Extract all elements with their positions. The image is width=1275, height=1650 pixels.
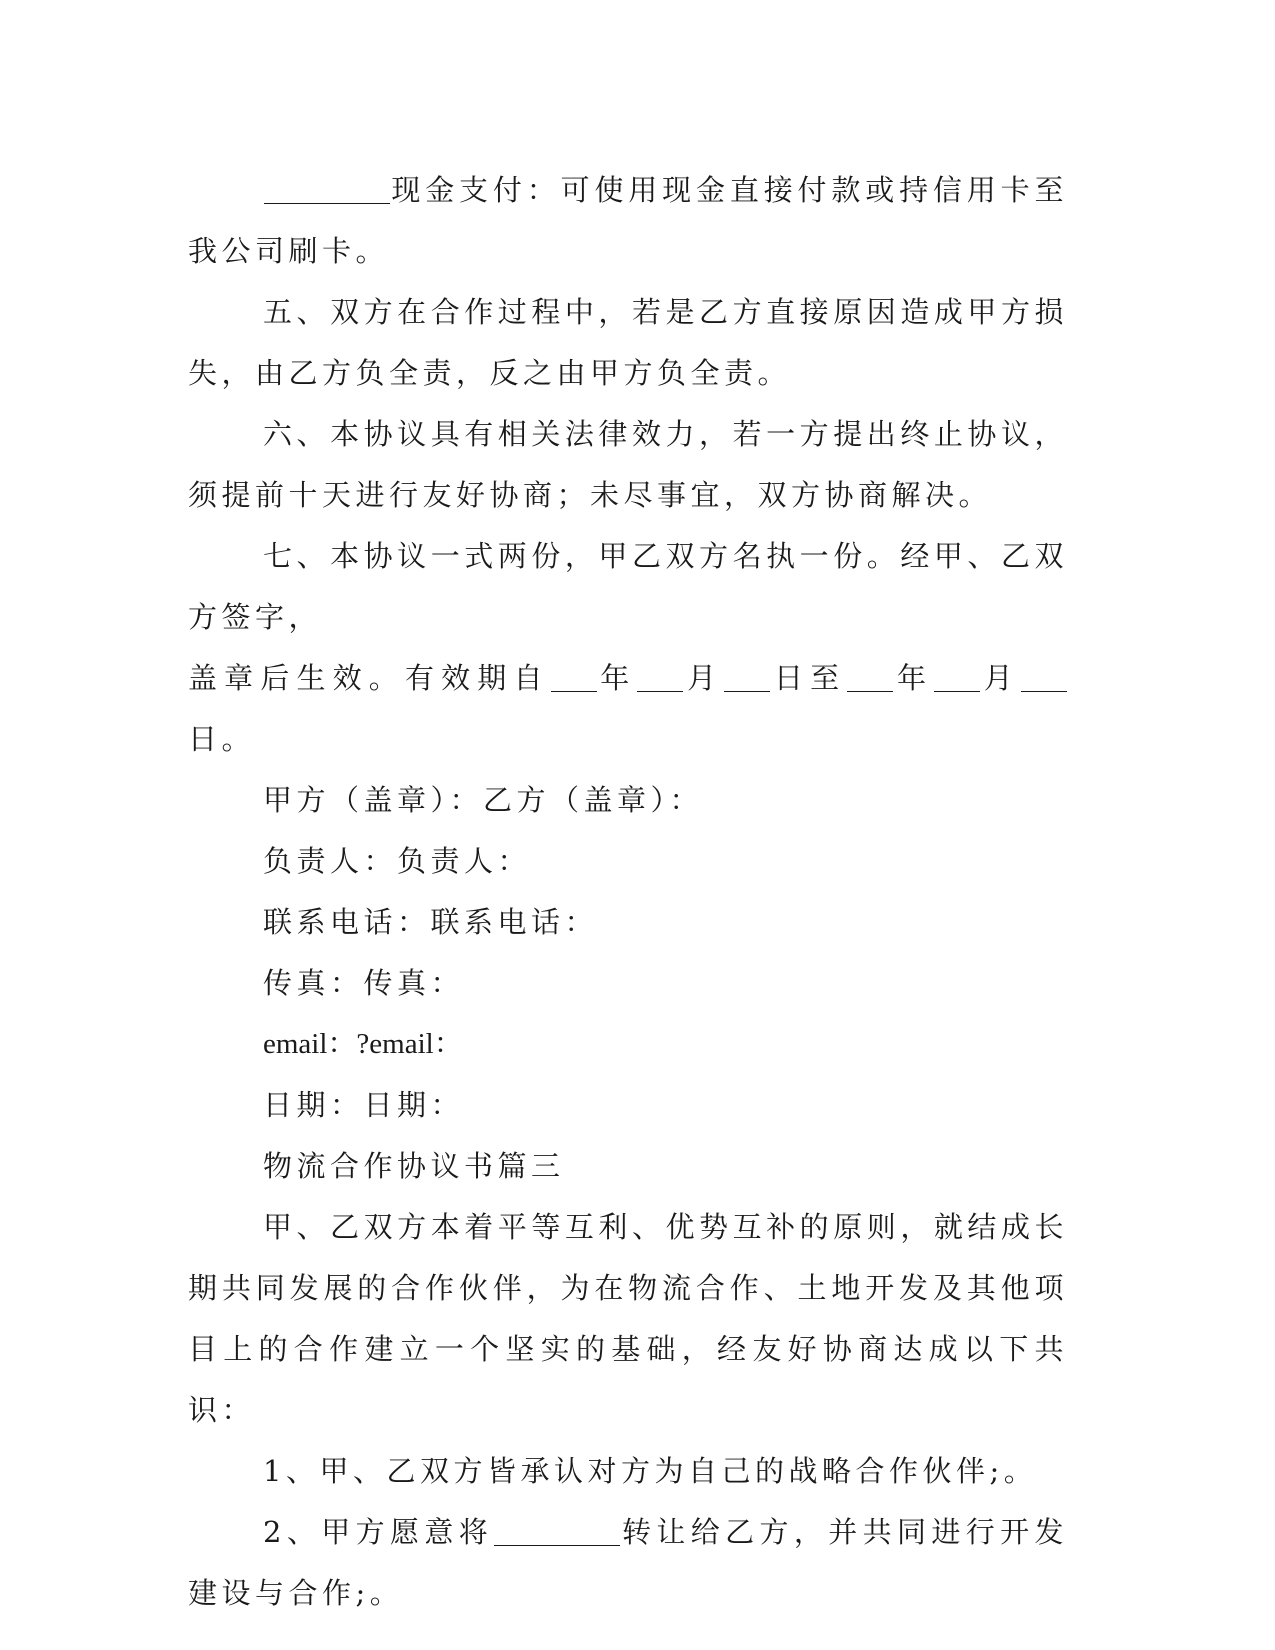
clause-six-paragraph: 六、本协议具有相关法律效力，若一方提出终止协议，须提前十天进行友好协商；未尽事宜，双方协商解决。: [188, 417, 1068, 512]
agreement-intro-paragraph: 甲、乙双方本着平等互利、优势互补的原则，就结成长期共同发展的合作伙伴，为在物流合作、土地开发及其他项目上的合作建立一个坚实的基础，经友好协商达成以下共识：: [188, 1210, 1068, 1427]
day-blank: [724, 661, 770, 692]
document-body: [188, 160, 1068, 1624]
month-end-blank: [934, 661, 980, 692]
clause-five-paragraph: 五、双方在合作过程中，若是乙方直接原因造成甲方损失，由乙方负全责，反之由甲方负全责。: [188, 295, 1068, 390]
payment-cash-paragraph: [188, 160, 1068, 282]
paragraph-text: 转让给乙方，并共同进行开发建设与合作;。: [188, 1515, 1068, 1610]
year-end-blank: [847, 661, 893, 692]
day-end-blank: [1021, 661, 1067, 692]
agreement-item-2: [188, 1502, 1068, 1624]
month-label: 月: [684, 661, 724, 695]
clause-seven-paragraph: [188, 526, 1068, 770]
month-blank: [637, 661, 683, 692]
fill-blank: [494, 1515, 620, 1546]
signature-phone-line: 联系电话：联系电话：: [263, 905, 599, 939]
signature-party-line: 甲方（盖章）：乙方（盖章）：: [263, 783, 704, 817]
signature-fax-line: 传真：传真：: [263, 966, 465, 1000]
signature-email-line: email：?email：: [263, 1028, 463, 1060]
month-end-label: 月: [981, 661, 1020, 695]
agreement-item-1: 1、甲、乙双方皆承认对方为自己的战略合作伙伴;。: [263, 1454, 1038, 1488]
year-blank: [551, 661, 597, 692]
signature-person-line: 负责人：负责人：: [263, 844, 532, 878]
section-title: 物流合作协议书篇三: [263, 1149, 565, 1183]
paragraph-text: 2、甲方愿意将: [263, 1515, 494, 1549]
paragraph-text: 七、本协议一式两份，甲乙双方名执一份。经甲、乙双方签字，: [188, 539, 1068, 634]
year-label: 年: [597, 661, 637, 695]
day-to-label: 日至: [771, 661, 847, 695]
paragraph-text: 现金支付：可使用现金直接付款或持信用卡至我公司刷卡。: [188, 173, 1068, 268]
day-end-label: 日。: [188, 722, 256, 756]
year-end-label: 年: [894, 661, 934, 695]
validity-prefix: 盖章后生效。有效期自: [188, 661, 550, 695]
fill-blank: [264, 173, 390, 204]
signature-date-line: 日期：日期：: [263, 1088, 465, 1122]
